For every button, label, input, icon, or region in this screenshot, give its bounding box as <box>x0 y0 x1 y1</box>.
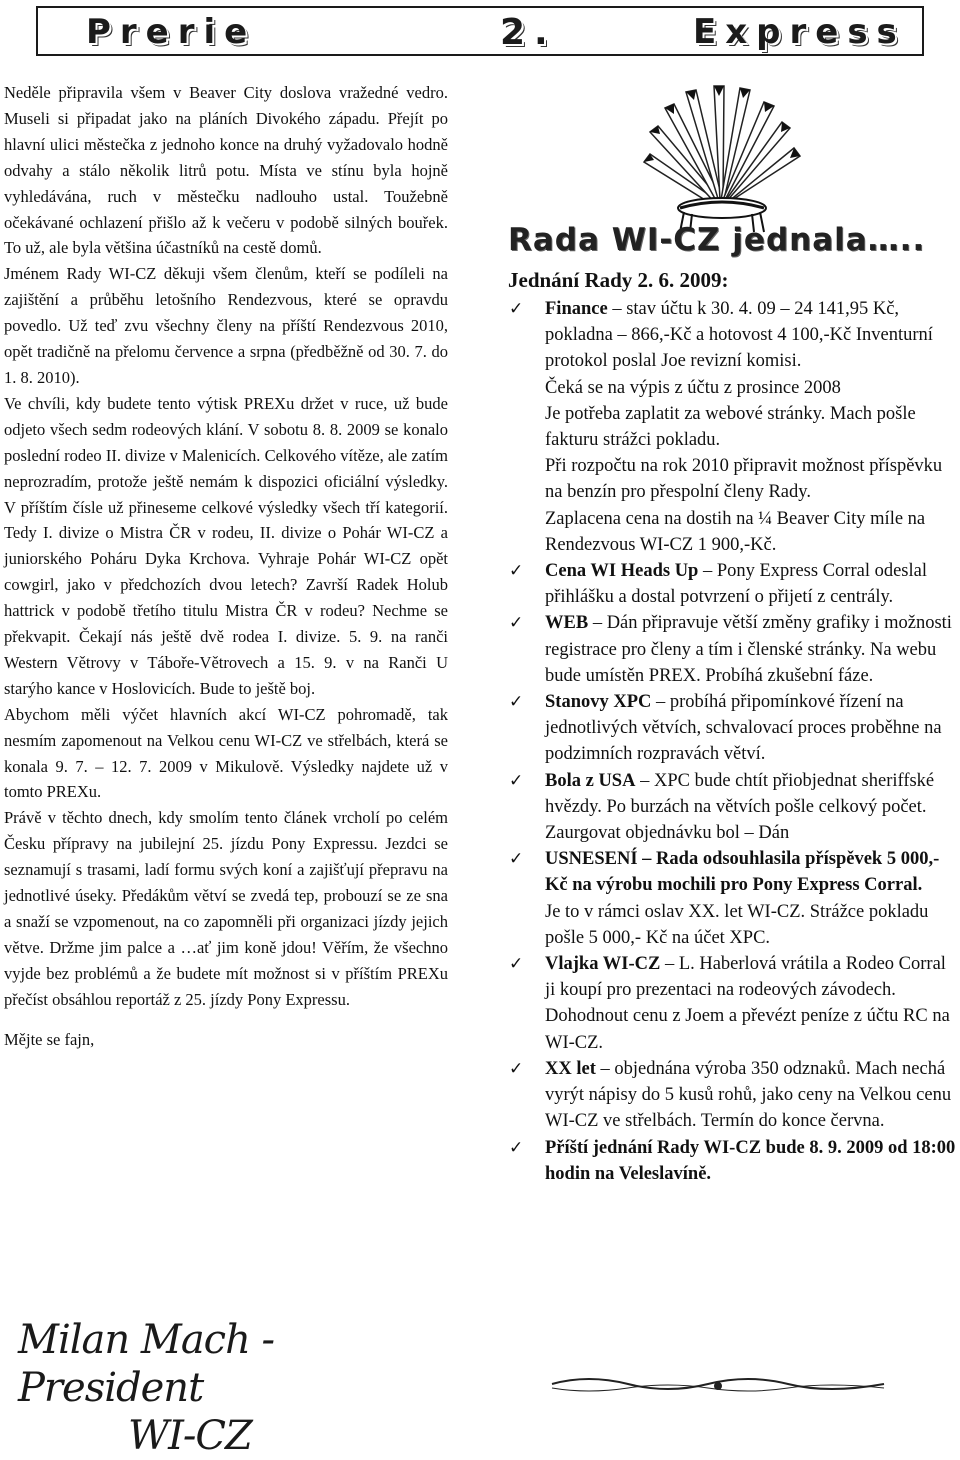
masthead-title <box>38 10 922 54</box>
agenda-item-stanovy: ✓ Stanovy XPC – probíhá připomínkové řízení na jednotlivých větvích, schvalovací proces proběhne na podzimních rozpravách větví. <box>508 689 960 768</box>
checkmark-icon: ✓ <box>509 1058 524 1079</box>
agenda-text: probíhá připomínkové řízení na jednotlivých větvích, schvalovací proces proběhne na podzimních rozpravách větví. <box>545 692 942 765</box>
agenda-key: Cena WI Heads Up <box>545 561 699 582</box>
masthead-issue-number: 2. <box>500 11 557 53</box>
divider-ornament <box>548 1372 888 1396</box>
checkmark-icon: ✓ <box>509 613 524 634</box>
article-paragraph: Ve chvíli, kdy budete tento výtisk PREXu držet v ruce, už bude odjeto všech sedm rodeových klání. V sobotu 8. 8. 2009 se konalo poslední rodeo II. divize v Malenicích. Celkového vítěze, ale zatím neprozradím, protože ještě nemám k dispozici oficiální výsledky. V příštím čísle už přineseme celkové výsledky všech tří kategorií. Tedy I. divize o Mistra ČR v rodeu, II. divize o Pohár WI-CZ a juniorského Poháru Dyka Krchova. Vyhraje Pohár WI-CZ opět cowgirl, jako v předchozích dvou letech? Završí Radek Holub hattrick v podobě třetího titulu Mistra ČR v rodeu? Nechme se překvapit. Čekají nás ještě dvě rodea I. divize. 5. 9. na ranči Western Větrovy v Táboře-Větrovech a 15. 9. v na Ranči U starýho kance v Hoslovicích. Bude to ještě boj. <box>4 393 448 698</box>
agenda-key: WEB <box>545 613 589 634</box>
checkmark-icon: ✓ <box>509 692 524 713</box>
agenda-item-finance: ✓ Finance – stav účtu k 30. 4. 09 – 24 141,95 Kč, pokladna – 866,-Kč a hotovost 4 100,-Kč Inventurní protokol poslal Joe revizní komisi. Čeká se na výpis z účtu z prosince 2008 Je potřeba zaplatit za webové stránky. Mach pošle fakturu strážci pokladu. Při rozpočtu na rok 2010 připravit možnost příspěvku na benzín pro přespolní členy Rady. Zaplacena cena na dostih na ¼ Beaver City míle na Rendezvous WI-CZ 1 900,-Kč. <box>508 296 960 558</box>
council-heading: Rada WI-CZ jednala….. <box>508 222 926 258</box>
signature-name: Milan Mach - President <box>18 1317 275 1411</box>
agenda-item-heads-up: ✓ Cena WI Heads Up – Pony Express Corral odeslal přihlášku a dostal potvrzení o přijetí z centrály. <box>508 558 960 610</box>
article-paragraph: Neděle připravila všem v Beaver City doslova vražedné vedro. Museli si připadat jako na pláních Divokého západu. Přejít po hlavní ulici městečka z jednoho konce na druhý vyžadovalo hodně odvahy a stálo několik litrů potu. Místa ve stínu byla hojně vyhledávána, ruch v městečku nadlouho ustal. Toužebně očekávané ochlazení přišlo až k večeru v podobě silných bouřek. To už, ale byla většina účastníků na cestě domů. <box>4 83 448 258</box>
agenda-list <box>508 296 960 1187</box>
agenda-text: Pony Express Corral odeslal přihlášku a dostal potvrzení o přijetí z centrály. <box>545 561 927 608</box>
agenda-text: Je to v rámci oslav XX. let WI-CZ. Strážce pokladu pošle 5 000,- Kč na účet XPC. <box>545 901 929 948</box>
checkmark-icon: ✓ <box>509 561 524 582</box>
president-letter <box>4 80 448 1053</box>
masthead <box>36 6 924 56</box>
agenda-item-vlajka: ✓ Vlajka WI-CZ – L. Haberlová vrátila a Rodeo Corral ji koupí pro prezentaci na rodeových závodech. Dohodnout cenu z Joem a převézt peníze z účtu RC na WI-CZ. <box>508 951 960 1056</box>
article-paragraph: Abychom měli výčet hlavních akcí WI-CZ pohromadě, tak nesmím zapomenout na Velkou cenu WI-CZ ve střelbách, která se konala 9. 7. – 12. 7. 2009 v Mikulově. Výsledky najdete už v tomto PREXu. <box>4 704 448 802</box>
checkmark-icon: ✓ <box>509 1137 524 1158</box>
agenda-text: Dán připravuje větší změny grafiky i možnosti registrace pro členy a tím i členské stránky. Na webu bude umístěn PREX. Probíhá zkušební fáze. <box>545 613 952 686</box>
agenda-key: Stanovy XPC <box>545 692 652 713</box>
agenda-key: Vlajka WI-CZ <box>545 954 661 975</box>
agenda-key: Bola z USA <box>545 770 636 791</box>
agenda-note: Je potřeba zaplatit za webové stránky. Mach pošle fakturu strážci pokladu. <box>545 403 916 451</box>
article-paragraph: Jménem Rady WI-CZ děkuji všem členům, kteří se podíleli na zajištění a průběhu letošního Rendezvous, které se opravdu povedlo. Už teď zvu všechny členy na příští Rendezvous 2010, opět tradičně na přelomu července a srpna (předběžně od 30. 7. do 1. 8. 2010). <box>4 264 448 387</box>
feather-headdress-illustration <box>640 84 805 234</box>
meeting-date: Jednání Rady 2. 6. 2009: <box>508 268 729 292</box>
checkmark-icon: ✓ <box>509 954 524 975</box>
agenda-note: Čeká se na výpis z účtu z prosince 2008 <box>545 377 841 398</box>
signature-org: WI-CZ <box>128 1413 252 1459</box>
agenda-key: XX let <box>545 1058 596 1079</box>
agenda-key: Příští jednání Rady WI-CZ bude 8. 9. 2009 od 18:00 hodin na Veleslavíně. <box>545 1137 956 1184</box>
agenda-item-xx-let: ✓ XX let – objednána výroba 350 odznaků. Mach nechá vyrýt nápisy do 5 kusů rohů, jako ceny na Velkou cenu WI-CZ ve střelbách. Termín do konce června. <box>508 1056 960 1135</box>
council-minutes <box>508 266 960 1187</box>
signature <box>18 1316 458 1460</box>
agenda-text: objednána výroba 350 odznaků. Mach nechá vyrýt nápisy do 5 kusů rohů, jako ceny na Velkou cenu WI-CZ ve střelbách. Termín do konce června. <box>545 1058 952 1132</box>
agenda-text: L. Haberlová vrátila a Rodeo Corral ji koupí pro prezentaci na rodeových závodech. Dohodnout cenu z Joem a převézt peníze z účtu RC na WI-CZ. <box>545 954 950 1053</box>
agenda-item-web: ✓ WEB – Dán připravuje větší změny grafiky i možnosti registrace pro členy a tím i členské stránky. Na webu bude umístěn PREX. Probíhá zkušební fáze. <box>508 610 960 689</box>
agenda-item-next-meeting <box>508 1135 960 1187</box>
checkmark-icon: ✓ <box>509 770 524 791</box>
agenda-item-usneseni: ✓ USNESENÍ – Rada odsouhlasila příspěvek 5 000,-Kč na výrobu mochili pro Pony Express Corral. Je to v rámci oslav XX. let WI-CZ. Strážce pokladu pošle 5 000,- Kč na účet XPC. <box>508 846 960 951</box>
article-paragraph: Právě v těchto dnech, kdy smolím tento článek vrcholí po celém Česku přípravy na jubilejní 25. jízdu Pony Expressu. Jezdci se seznamují s trasami, ladí formu svých koní a zajišťují přepravu na jednotlivé úseky. Předákům větví se zvedá tep, probouzí se ze sna a snaží se vzpomenout, na co zapomněli při organizaci jízdy jejich větve. Držme jim palce a …ať jim koně jdou! Věřím, že všechno vyjde bez problémů a že budete mít možnost si v příštím PREXu přečíst obsáhlou reportáž z 25. jízdy Pony Expressu. <box>4 808 448 1009</box>
agenda-key: Finance <box>545 299 608 319</box>
closing-line: Mějte se fajn, <box>4 1029 95 1049</box>
agenda-key: USNESENÍ <box>545 849 638 870</box>
masthead-word-express: Express <box>693 12 906 52</box>
agenda-note: Při rozpočtu na rok 2010 připravit možnost příspěvku na benzín pro přespolní členy Rady. <box>545 456 943 503</box>
checkmark-icon: ✓ <box>509 299 524 319</box>
agenda-note: Zaplacena cena na dostih na ¼ Beaver City míle na Rendezvous WI-CZ 1 900,-Kč. <box>545 508 926 555</box>
agenda-text: stav účtu k 30. 4. 09 – 24 141,95 Kč, pokladna – 866,-Kč a hotovost 4 100,-Kč Inventurní protokol poslal Joe revizní komisi. <box>545 299 933 372</box>
agenda-resolution: Rada odsouhlasila příspěvek 5 000,-Kč na výrobu mochili pro Pony Express Corral. <box>545 849 940 896</box>
agenda-text: XPC bude chtít přiobjednat sheriffské hvězdy. Po burzách na větvích pošle celkový počet. Zaurgovat objednávku bol – Dán <box>545 770 935 844</box>
checkmark-icon: ✓ <box>509 849 524 870</box>
agenda-item-bola: ✓ Bola z USA – XPC bude chtít přiobjednat sheriffské hvězdy. Po burzách na větvích pošle celkový počet. Zaurgovat objednávku bol – Dán <box>508 768 960 847</box>
masthead-word-prerie: Prerie <box>86 12 257 52</box>
